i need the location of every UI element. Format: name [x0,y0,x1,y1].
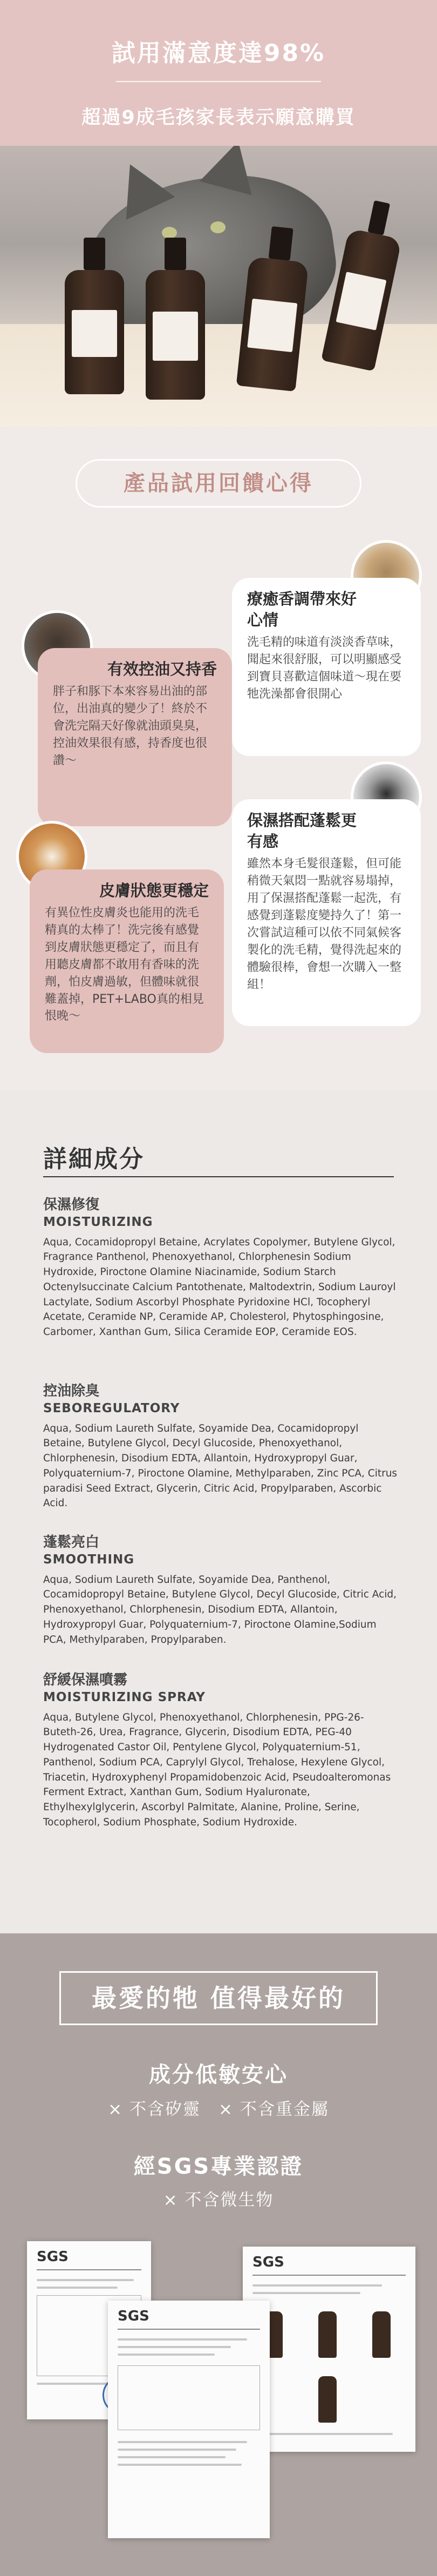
sgs-logo: SGS [252,2254,284,2270]
review-card [232,799,421,1026]
no-microbes-note: × 不含微生物 [163,2190,274,2210]
ingredient-group-english: SEBOREGULATORY [43,1401,180,1415]
review-title: 皮膚狀態更穩定 [99,881,209,900]
review-text: 雖然本身毛髮很蓬鬆，但可能稍微天氣悶一點就容易塌掉，用了保濕搭配蓬鬆一起洗，有感覺到蓬鬆度變持久了！第一次嘗試這種可以依不同氣候客製化的洗毛精，覺得洗起來的體驗很棒，會想一次購入一整組！ [247,857,402,992]
cat-with-products-photo [0,146,437,427]
cat-eye [210,221,226,233]
review-title: 保濕搭配蓬鬆更有感 [247,811,357,851]
satisfaction-subtitle: 超過9成毛孩家長表示願意購買 [81,107,356,129]
ingredient-group-name: 控油除臭 [43,1383,100,1399]
ingredient-group-english: MOISTURIZING [43,1215,153,1229]
cat-eye [162,227,177,239]
review-card [232,578,421,756]
ingredient-group-name: 蓬鬆亮白 [43,1534,100,1550]
product-bottle [65,270,124,394]
title-divider [116,81,321,82]
reviews-section [0,427,437,1091]
ingredient-group [43,1534,399,1647]
ingredient-group [43,1671,399,1830]
product-photo [372,2311,391,2358]
review-card [30,869,224,1053]
product-photo [318,2376,337,2423]
sgs-logo: SGS [118,2308,149,2324]
review-text: 洗毛精的味道有淡淡香草味，聞起來很舒服，可以明顯感受到寶貝喜歡這個味道～現在要牠洗澡都會很開心 [247,636,402,701]
sgs-heading: 經SGS專業認證 [133,2154,304,2179]
ingredient-list: Aqua, Sodium Laureth Sulfate, Soyamide Dea, Cocamidopropyl Betaine, Butylene Glycol, Decyl Glucoside, Phenoxyethanol, Chlorphenesin, Disodium EDTA, Allantoin, Hydroxypropyl Guar, Polyquaternium-7, Piroctone Olamine, Methylparaben, Zinc PCA, Citrus paradisi Seed Extract, Glycerin, Citric Acid, Propylparaben, Ascorbic Acid. [43,1422,398,1509]
sgs-report-page [108,2301,270,2538]
ingredient-group-name: 舒緩保濕噴霧 [43,1672,128,1688]
ingredient-group-english: MOISTURIZING SPRAY [43,1690,206,1704]
free-from-list: × 不含矽靈 × 不含重金屬 [108,2100,329,2119]
ingredient-list: Aqua, Cocamidopropyl Betaine, Acrylates Copolymer, Butylene Glycol, Fragrance Panthenol, Phenoxyethanol, Chlorphenesin Sodium Hydroxide, Piroctone Olamine Niacinamide, Sodium Starch Octenylsuccinate Calcium Pantothenate, Maltodextrin, Sodium Lauroyl Lactylate, Sodium Ascorbyl Phosphate Pyridoxine HCl, Tocopheryl Acetate, Ceramide NP, Ceramide AP, Cholesterol, Phytosphingosine, Carbomer, Xanthan Gum, Silica Ceramide EOP, Ceramide EOS. [43,1236,396,1338]
ingredient-list: Aqua, Sodium Laureth Sulfate, Soyamide Dea, Panthenol, Cocamidopropyl Betaine, Butylene Glycol, Decyl Glucoside, Citric Acid, Phenoxyethanol, Chlorphenesin, Disodium EDTA, Allantoin, Hydroxypropyl Guar, Polyquaternium-7, Piroctone Olamine,Sodium PCA, Methylparaben, Propylparaben. [43,1574,397,1646]
heading-underline [43,1176,394,1177]
ingredients-heading: 詳細成分 [43,1145,145,1173]
low-allergy-heading: 成分低敏安心 [149,2062,288,2087]
product-photo [318,2311,337,2358]
sgs-logo: SGS [37,2249,69,2265]
reviews-title-frame [76,459,361,508]
review-text: 有異位性皮膚炎也能用的洗毛精真的太棒了！洗完後有感覺到皮膚狀態更穩定了，而且有用聽皮膚都不敢用有香味的洗劑，怕皮膚過敏，但體味就很難蓋掉，PET+LABO真的相見恨晚～ [45,906,204,1023]
review-title: 療癒香調帶來好心情 [247,590,357,630]
best-title-frame [59,1971,378,2025]
review-text: 胖子和豚下本來容易出油的部位，出油真的變少了！終於不會洗完隔天好像就油頭臭臭，控油效果很有感，持香度也很讚～ [53,685,208,767]
ingredients-section [0,1091,437,1933]
reviews-title: 產品試用回饋心得 [124,471,313,496]
review-title: 有效控油又持香 [107,660,217,678]
review-card [38,648,232,826]
product-bottle [146,270,205,400]
ingredient-group-english: SMOOTHING [43,1552,135,1567]
satisfaction-title: 試用滿意度達98% [111,39,326,67]
best-title: 最愛的牠 值得最好的 [91,1984,345,2013]
ingredient-group [43,1383,399,1511]
certification-section [0,1933,437,2576]
satisfaction-hero [0,0,437,427]
ingredient-list: Aqua, Butylene Glycol, Phenoxyethanol, Chlorphenesin, PPG-26-Buteth-26, Urea, Fragrance, Glycerin, Disodium EDTA, PEG-40 Hydrogenated Castor Oil, Pentylene Glycol, Polyquaternium-51, Panthenol, Sodium PCA, Caprylyl Glycol, Trehalose, Hexylene Glycol, Triacetin, Hydroxyphenyl Propamidobenzoic Acid, Pseudoalteromonas Ferment Extract, Xanthan Gum, Sodium Hyaluronate, Ethylhexylglycerin, Ascorbyl Palmitate, Alanine, Proline, Serine, Tocopherol, Sodium Phosphate, Sodium Hydroxide. [43,1711,391,1828]
ingredient-group-name: 保濕修復 [43,1197,100,1213]
ingredient-group [43,1196,399,1340]
